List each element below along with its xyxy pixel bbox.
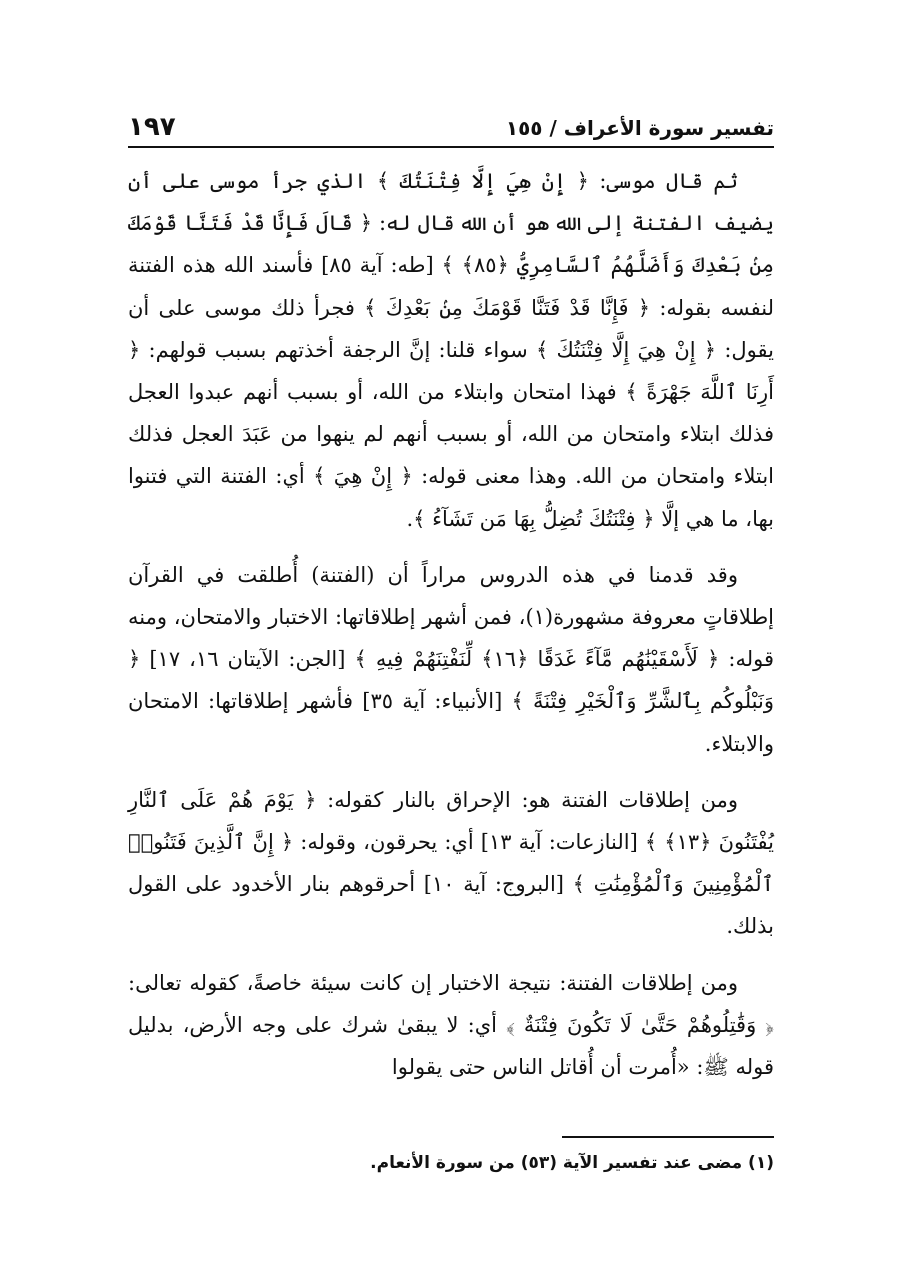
body-text xyxy=(128,160,774,1088)
paragraph: ومن إطلاقات الفتنة هو: الإحراق بالنار كقوله: ﴿ يَوْمَ هُمْ عَلَى ٱلنَّارِ يُفْتَنُونَ ﴿١٣﴾ ﴾ [النازعات: آية ١٣] أي: يحرقون، وقوله: ﴿ إِنَّ ٱلَّذِينَ فَتَنُوا۟ ٱلْمُؤْمِنِينَ وَٱلْمُؤْمِنَٰتِ ﴾ [البروج: آية ١٠] أحرقوهم بنار الأخدود على القول بذلك. xyxy=(128,787,774,939)
footnote-divider xyxy=(562,1136,774,1138)
paragraph: ومن إطلاقات الفتنة: نتيجة الاختبار إن كانت سيئة خاصةً، كقوله تعالى: ﴿ وَقَٰتِلُوهُمْ حَتَّىٰ لَا تَكُونَ فِتْنَةٌ ﴾ أي: لا يبقىٰ شرك على وجه الأرض، بدليل قوله ﷺ: «أُمرت أن أُقاتل الناس حتى يقولوا xyxy=(128,970,774,1080)
page-number: ١٩٧ xyxy=(128,112,176,142)
paragraph: وقد قدمنا في هذه الدروس مراراً أن (الفتنة) أُطلقت في القرآن إطلاقاتٍ معروفة مشهورة(١)، فمن أشهر إطلاقاتها: الاختبار والامتحان، ومنه قوله: ﴿ لَأَسْقَيْنَٰهُم مَّآءً غَدَقًا ﴿١٦﴾ لِّنَفْتِنَهُمْ فِيهِ ﴾ [الجن: الآيتان ١٦، ١٧] ﴿ وَنَبْلُوكُم بِٱلشَّرِّ وَٱلْخَيْرِ فِتْنَةً ﴾ [الأنبياء: آية ٣٥] فأشهر إطلاقاتها: الامتحان والابتلاء. xyxy=(128,562,775,756)
book-page xyxy=(128,110,774,1178)
running-title: تفسير سورة الأعراف / ١٥٥ xyxy=(505,116,774,140)
footnote: (١) مضى عند تفسير الآية (٥٣) من سورة الأنعام. xyxy=(370,1153,774,1174)
paragraph: ثم قال موسى: ﴿ إِنْ هِيَ إِلَّا فِتْنَتُكَ ﴾ الذي جرأ موسى على أن يضيف الفتنة إلى الله هو أن الله قال له: ﴿ قَالَ فَإِنَّا قَدْ فَتَنَّا قَوْمَكَ مِنۢ بَعْدِكَ وَأَضَلَّهُمُ ٱلسَّامِرِيُّ ﴿٨٥﴾ ﴾ [طه: آية ٨٥] فأسند الله هذه الفتنة لنفسه بقوله: ﴿ فَإِنَّا قَدْ فَتَنَّا قَوْمَكَ مِنۢ بَعْدِكَ ﴾ فجرأ ذلك موسى على أن يقول: ﴿ إِنْ هِيَ إِلَّا فِتْنَتُكَ ﴾ سواء قلنا: إنَّ الرجفة أخذتهم بسبب قولهم: ﴿ أَرِنَا ٱللَّهَ جَهْرَةً ﴾ فهذا امتحان وابتلاء من الله، أو بسبب أنهم عبدوا العجل فذلك ابتلاء وامتحان من الله، أو بسبب أنهم لم ينهوا من عَبَدَ العجل فذلك ابتلاء وامتحان من الله. وهذا معنى قوله: ﴿ إِنْ هِيَ ﴾ أي: الفتنة التي فتنوا بها، ما هي إلَّا ﴿ فِتْنَتُكَ تُضِلُّ بِهَا مَن تَشَآءُ ﴾. xyxy=(128,169,774,531)
page-header xyxy=(128,110,774,148)
